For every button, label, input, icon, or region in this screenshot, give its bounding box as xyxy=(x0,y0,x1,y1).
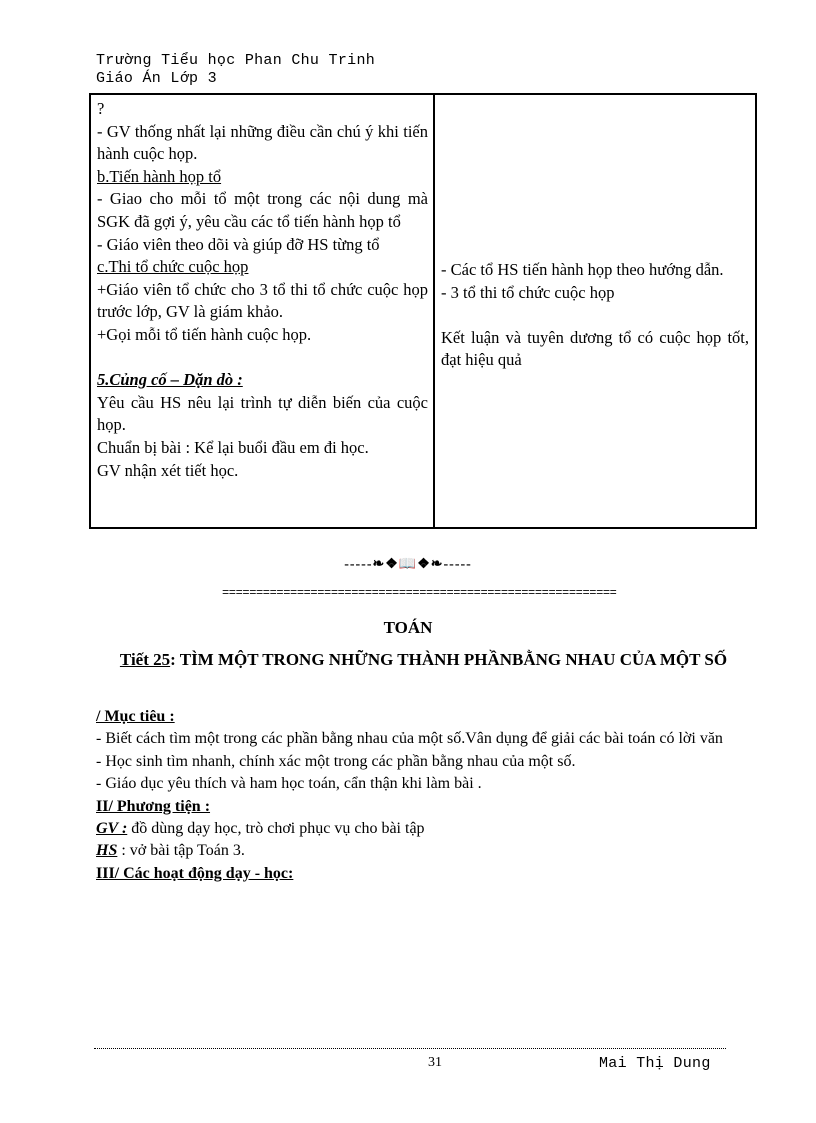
section-heading: 5.Củng cố – Dặn dò : xyxy=(97,370,243,390)
lesson-content xyxy=(96,706,756,885)
document-name: Giáo Án Lớp 3 xyxy=(96,70,217,87)
table-line: Chuẩn bị bài : Kể lại buổi đầu em đi học. xyxy=(97,437,369,457)
table-line: ? xyxy=(97,99,105,118)
subject-title: TOÁN xyxy=(383,618,433,637)
gv-label: GV : xyxy=(96,820,128,838)
lesson-title xyxy=(96,648,751,672)
table-line: Yêu cầu HS nêu lại trình tự diễn biến của cuộc họp. xyxy=(97,392,428,435)
table-line: - Giáo viên theo dõi và giúp đỡ HS từng tổ xyxy=(97,234,380,254)
table-line: - Giao cho mỗi tổ một trong các nội dung mà SGK đã gợi ý, yêu cầu các tổ tiến hành họp tổ xyxy=(97,189,428,231)
activities-heading: III/ Các hoạt động dạy - học: xyxy=(96,864,294,882)
school-name: Trường Tiểu học Phan Chu Trinh xyxy=(96,52,376,69)
table-line: Kết luận và tuyên dương tổ có cuộc họp tốt, đạt hiệu quả xyxy=(441,327,749,370)
author-name: Mai Thị Dung xyxy=(599,1055,711,1072)
table-line: - GV thống nhất lại những điều cần chú ý khi tiến hành cuộc họp. xyxy=(97,121,428,164)
objective-item: - Giáo dục yêu thích và ham học toán, cẩn thận khi làm bài . xyxy=(96,775,482,793)
hs-text: : vở bài tập Toán 3. xyxy=(117,842,245,860)
table-line: - 3 tổ thi tổ chức cuộc họp xyxy=(441,282,615,302)
ornament-divider: -----❧❖📖❖❧----- xyxy=(344,557,472,572)
page-header xyxy=(96,52,375,88)
footer-divider xyxy=(94,1048,726,1049)
objective-item: - Học sinh tìm nhanh, chính xác một trong các phần bằng nhau của một số. xyxy=(96,752,576,770)
separator-line: ========================================================== xyxy=(222,586,617,600)
objectives-heading: / Mục tiêu : xyxy=(96,708,175,725)
teacher-activities-column xyxy=(91,95,435,527)
gv-text: đồ dùng dạy học, trò chơi phục vụ cho bài tập xyxy=(127,820,425,838)
page-number: 31 xyxy=(428,1055,442,1070)
table-line: GV nhận xét tiết học. xyxy=(97,460,239,480)
table-line: +Gọi mỗi tổ tiến hành cuộc họp. xyxy=(97,324,312,344)
table-line: - Các tổ HS tiến hành họp theo hướng dẫn. xyxy=(441,260,724,279)
lesson-name: : TÌM MỘT TRONG NHỮNG THÀNH PHẦNBẰNG NHAU CỦA MỘT SỐ xyxy=(170,650,728,669)
table-line: +Giáo viên tổ chức cho 3 tổ thi tổ chức cuộc họp trước lớp, GV là giám khảo. xyxy=(97,279,428,322)
lesson-number: Tiết 25 xyxy=(119,650,171,669)
lesson-table xyxy=(89,93,757,529)
student-activities-column xyxy=(435,95,755,527)
means-heading: II/ Phương tiện : xyxy=(96,797,211,815)
section-heading: c.Thi tổ chức cuộc họp xyxy=(97,257,249,277)
hs-label: HS xyxy=(96,842,118,860)
objective-item: - Biết cách tìm một trong các phần bằng nhau của một số.Vân dụng để giải các bài toán có lời văn xyxy=(96,730,723,748)
section-heading: b.Tiến hành họp tổ xyxy=(97,166,222,186)
